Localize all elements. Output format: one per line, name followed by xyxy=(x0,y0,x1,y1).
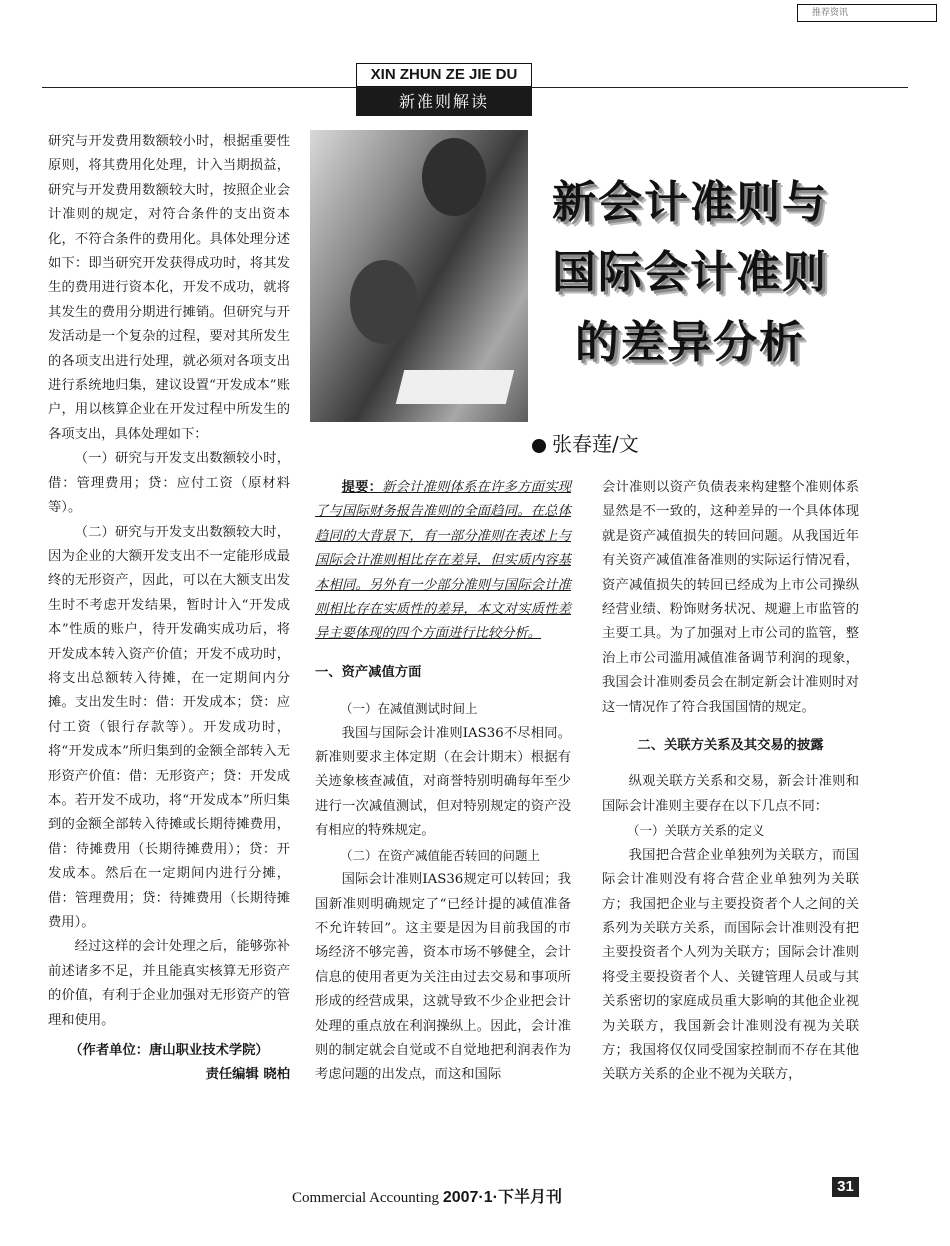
right-column xyxy=(602,476,859,1088)
right-paragraph-3: 我国把合营企业单独列为关联方，而国际会计准则没有将合营企业单独列为关联方；我国把企业与主要投资者个人之间的关系列为关联方关系，而国际会计准则没有把主要投资者个人列为关联方；国际会计准则将受主要投资者个人、关键管理人员或与其关系密切的家庭成员重大影响的其他企业视为关联方，我国新会计准则没有视为关联方；我国将仅仅同受国家控制而不存在其他关联方关系的企业不视为关联方， xyxy=(602,847,859,1083)
editor-credit: 责任编辑 晓柏 xyxy=(205,1067,290,1083)
title-line-3: 的差异分析 xyxy=(575,317,805,368)
left-paragraph-1: 研究与开发费用数额较小时，根据重要性原则，将其费用化处理，计入当期损益，研究与开发费用数额较大时，按照企业会计准则的规定，对符合条件的支出资本化，不符合条件的费用化。具体处理分述如下：即当研究开发获得成功时，将其发生的费用进行资本化，开发不成功，就将其发生的费用分期进行摊销。但研究与开发活动是一个复杂的过程，要对其所发生的各项支出进行处理，就必须对各项支出进行系统地归集，建议设置“开发成本”账户，用以核算企业在开发过程中所发生的各项支出，具体处理如下： xyxy=(48,134,290,442)
article-title xyxy=(540,168,840,378)
subheading-1-1: （一）在减值测试时间上 xyxy=(340,701,478,717)
left-paragraph-2: （一）研究与开发支出数额较小时，借：管理费用；贷：应付工资（原材料等）。 xyxy=(48,451,290,516)
photo-figure-woman xyxy=(350,260,418,344)
article-photo xyxy=(310,130,528,422)
left-column xyxy=(48,130,290,1088)
top-label-box: 推荐资讯 xyxy=(797,4,937,22)
subheading-2-1: （一）关联方关系的定义 xyxy=(627,823,765,839)
section-heading-2: 二、关联方关系及其交易的披露 xyxy=(637,738,824,754)
mid-paragraph-2: 国际会计准则IAS36规定可以转回；我国新准则明确规定了“已经计提的减值准备不允许转回”。这主要是因为目前我国的市场经济不够完善，资本市场不够健全，会计信息的使用者更为关注由过去交易和事项所形成的经营成果，这就导致不少企业把会计处理的重点放在利润操纵上。因此，会计准则的制定就会自觉或不自觉地把利润表作为考虑问题的出发点，而这和国际 xyxy=(315,872,571,1083)
mid-paragraph-1: 我国与国际会计准则IAS36不尽相同。新准则要求主体定期（在会计期末）根据有关迹象核查减值，对商誉特别明确每年至少进行一次减值测试，但对特别规定的资产没有相应的特殊规定。 xyxy=(315,725,571,839)
right-paragraph-1: 会计准则以资产负债表来构建整个准则体系显然是不一致的，这种差异的一个具体体现就是资产减值损失的转回问题。从我国近年有关资产减值准备准则的实际运行情况看，资产减值损失的转回已经成为上市公司操纵经营业绩、粉饰财务状况、规避上市监管的主要工具。为了加强对上市公司的监管，整治上市公司滥用减值准备调节利润的现象，我国会计准则委员会在制定新会计准则时对这一情况作了符合我国国情的规定。 xyxy=(602,480,859,715)
journal-footer xyxy=(292,1184,562,1207)
author-name: 张春莲/文 xyxy=(552,432,639,456)
photo-paper xyxy=(396,370,514,404)
title-line-1: 新会计准则与 xyxy=(552,177,828,228)
column-name-pinyin: XIN ZHUN ZE JIE DU xyxy=(356,63,532,87)
abstract-text: 新会计准则体系在许多方面实现了与国际财务报告准则的全面趋同。在总体趋同的大背景下，有一部分准则在表述上与国际会计准则相比存在差异，但实质内容基本相同。另外有一少部分准则与国际会计准则相比存在实质性的差异，本文对实质性差异主要体现的四个方面进行比较分析。 xyxy=(315,480,572,642)
journal-issue: 2007·1·下半月刊 xyxy=(442,1189,562,1206)
photo-figure-man xyxy=(422,138,486,216)
right-paragraph-2: 纵观关联方关系和交易，新会计准则和国际会计准则主要存在以下几点不同： xyxy=(602,774,859,814)
abstract xyxy=(315,476,571,647)
title-line-2: 国际会计准则 xyxy=(552,247,828,298)
middle-column xyxy=(315,476,571,1088)
left-paragraph-3: （二）研究与开发支出数额较大时，因为企业的大额开发支出不一定能形成最终的无形资产，因此，可以在大额支出发生时不考虑开发结果，暂时计入“开发成本”性质的账户，待开发确实成功后，将开发成本转入资产价值；开发不成功时，将支出总额转入待摊，在一定期间内分摊。支出发生时：借：开发成本；贷：应付工资（银行存款等）。开发成功时，将“开发成本”所归集到的金额全部转入无形资产价值：借：无形资产；贷：开发成本。若开发不成功，将“开发成本”所归集到的金额全部转入待摊或长期待摊费用，借：待摊费用（长期待摊费用）；贷：开发成本。然后在一定期间内进行分摊，借：管理费用；贷：待摊费用（长期待摊费用）。 xyxy=(48,524,290,930)
column-name-chinese: 新准则解读 xyxy=(356,88,532,116)
left-paragraph-4: 经过这样的会计处理之后，能够弥补前述诸多不足，并且能真实核算无形资产的价值，有利于企业加强对无形资产的管理和使用。 xyxy=(48,939,290,1028)
section-heading-1: 一、资产减值方面 xyxy=(315,664,422,680)
subheading-1-2: （二）在资产减值能否转回的问题上 xyxy=(340,847,541,863)
author-byline xyxy=(532,428,639,457)
page-number: 31 xyxy=(832,1177,859,1197)
bullet-icon xyxy=(532,439,546,453)
journal-name: Commercial Accounting xyxy=(292,1190,440,1206)
author-affiliation: （作者单位：唐山职业技术学院） xyxy=(69,1043,269,1059)
abstract-label: 提要： xyxy=(341,480,383,495)
